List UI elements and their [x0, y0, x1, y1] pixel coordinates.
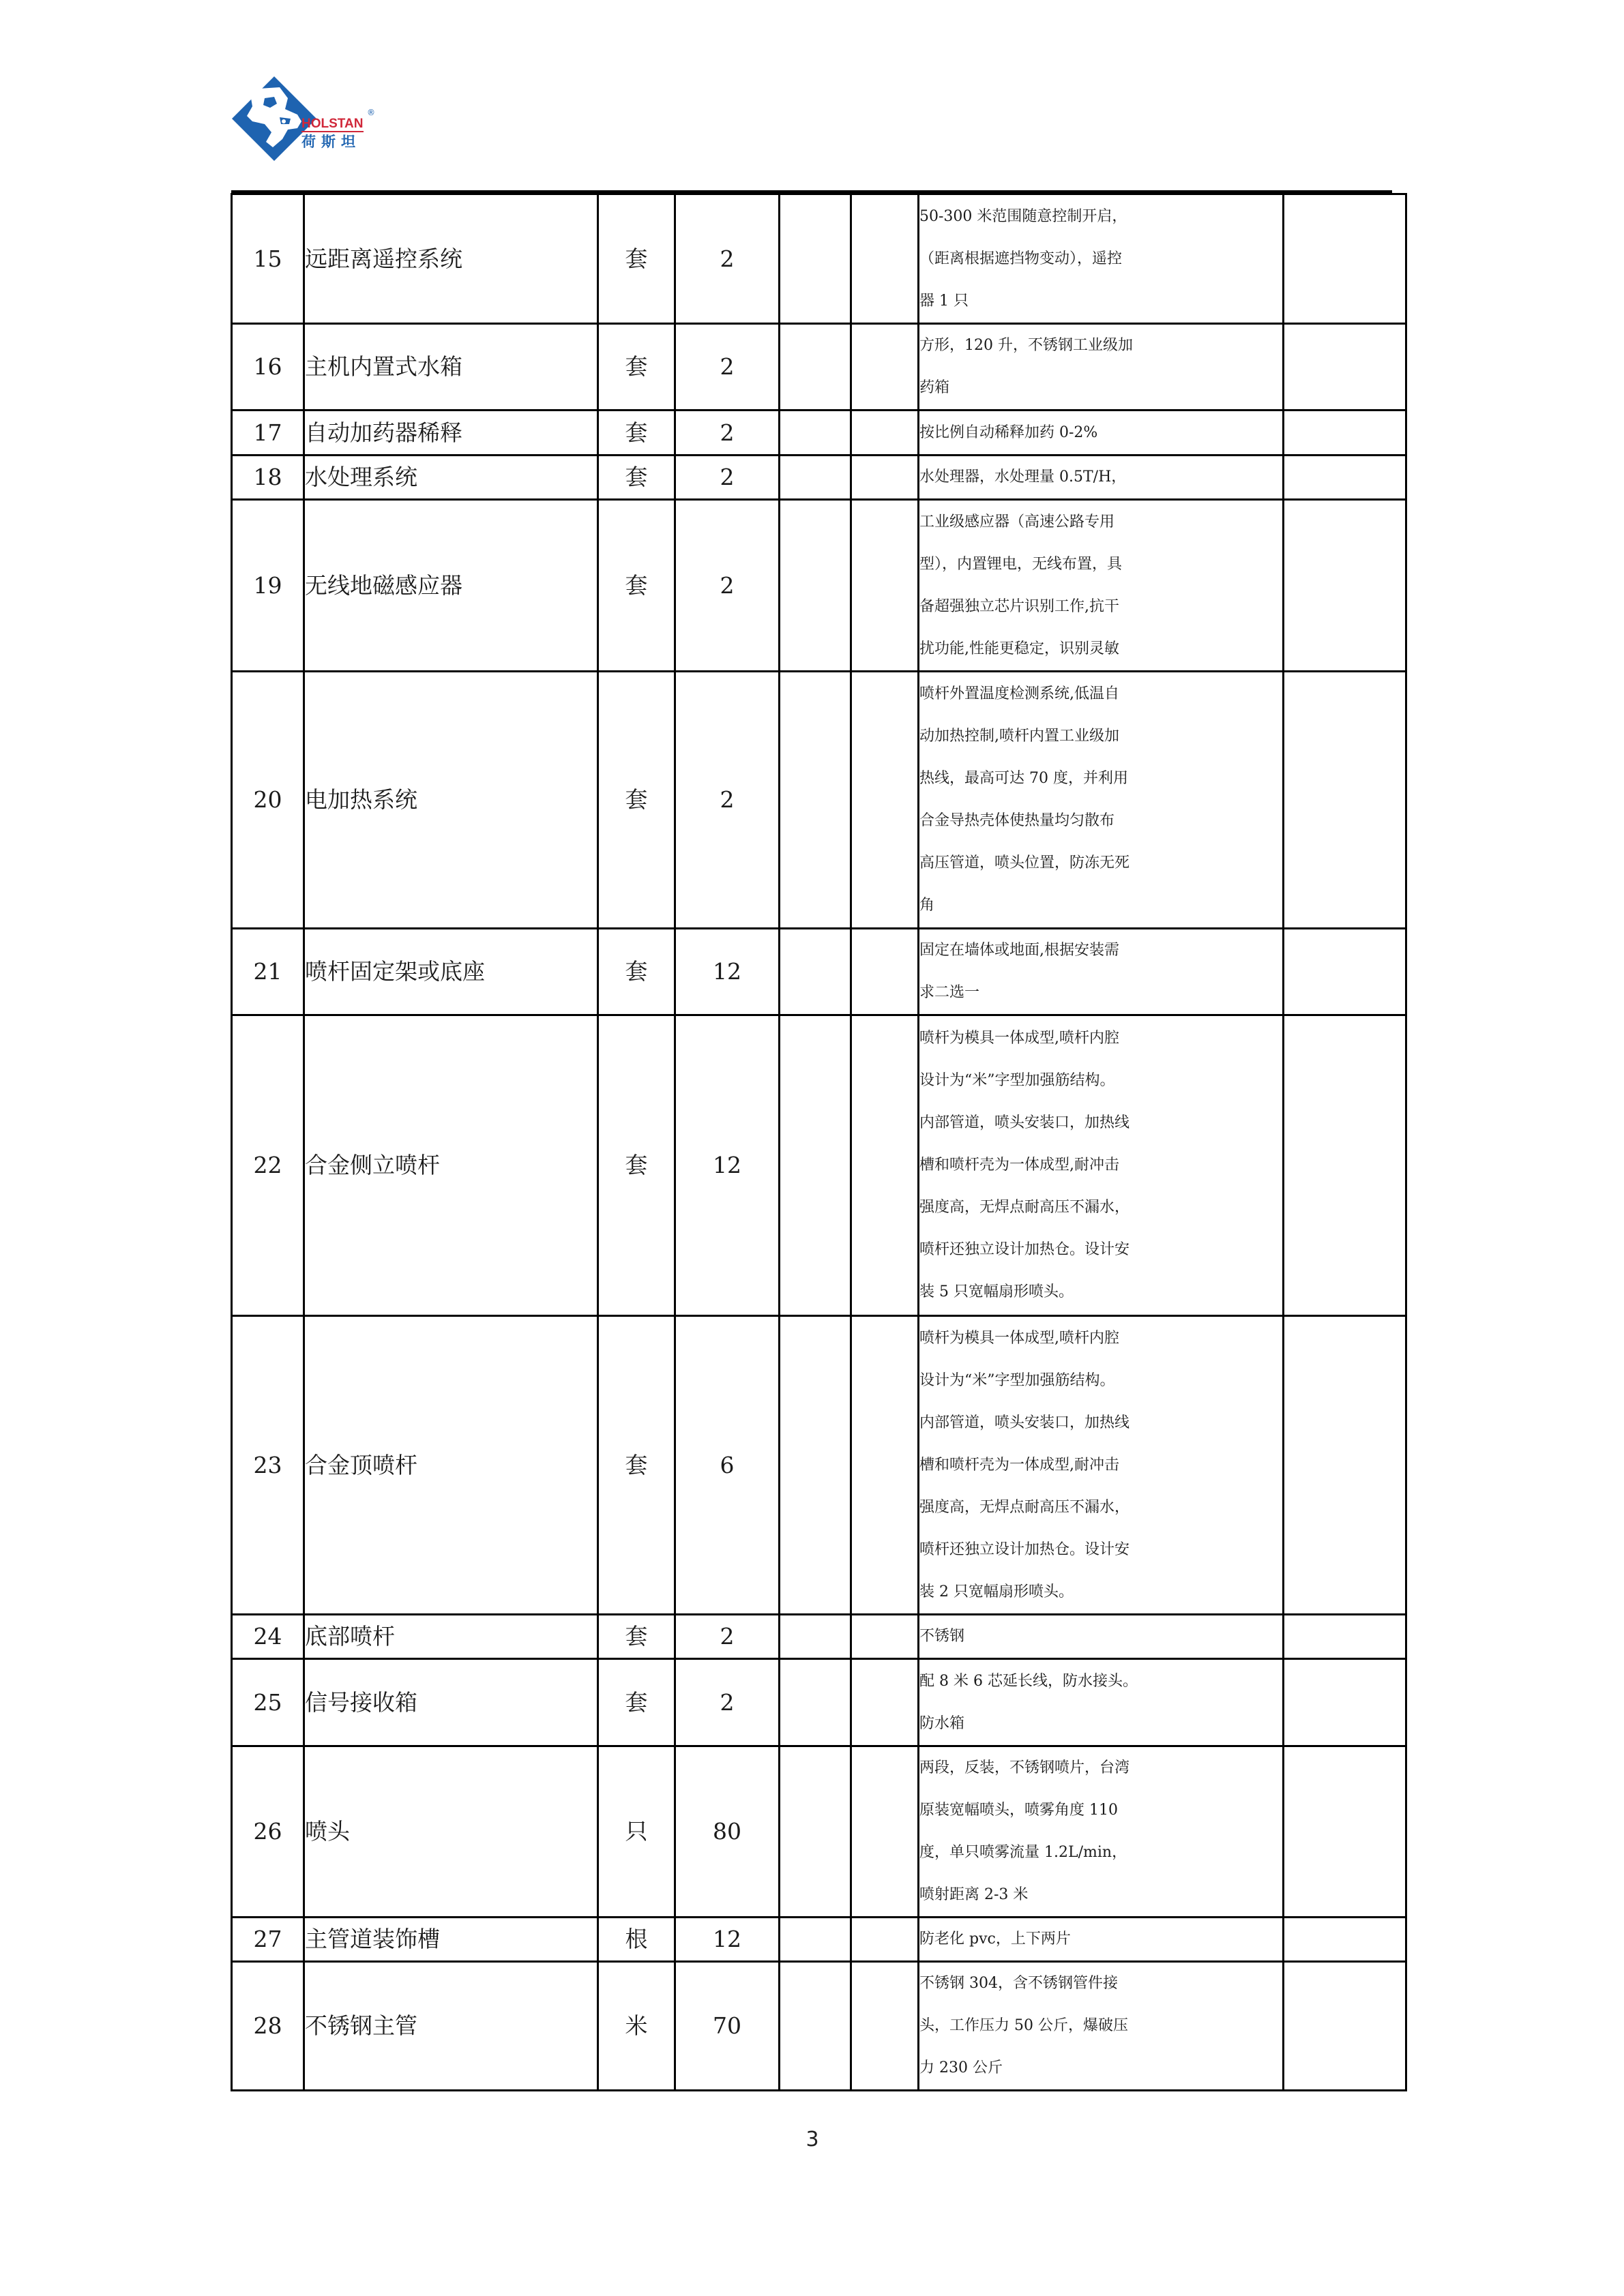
cell-remark	[1284, 1918, 1406, 1962]
cell-remark	[1284, 456, 1406, 500]
description-line: 设计为“米”字型加强筋结构。	[919, 1371, 1115, 1389]
cell-item-name: 水处理系统	[304, 456, 598, 500]
cell-item-number: 23	[232, 1316, 304, 1615]
cell-item-number: 16	[232, 324, 304, 411]
cell-quantity: 2	[675, 500, 780, 672]
cell-item-name: 喷头	[304, 1746, 598, 1918]
cell-unit: 根	[598, 1918, 675, 1962]
cell-quantity: 2	[675, 1659, 780, 1746]
description-line: 动加热控制,喷杆内置工业级加	[919, 728, 1119, 745]
description-line: 固定在墙体或地面,根据安装需	[919, 942, 1119, 959]
cell-blank-1	[780, 1962, 851, 2091]
cell-remark	[1284, 324, 1406, 411]
equipment-spec-table	[231, 193, 1407, 2091]
cell-blank-2	[851, 1615, 919, 1659]
description-line: 角	[919, 897, 935, 914]
description-line: 喷杆外置温度检测系统,低温自	[919, 685, 1119, 702]
cell-blank-2	[851, 324, 919, 411]
cell-description	[919, 1015, 1284, 1316]
cell-description	[919, 1615, 1284, 1659]
cell-item-name: 主管道装饰槽	[304, 1918, 598, 1962]
cell-remark	[1284, 1316, 1406, 1615]
cell-item-number: 22	[232, 1015, 304, 1316]
cell-blank-1	[780, 1918, 851, 1962]
cell-unit: 米	[598, 1962, 675, 2091]
description-line: 50-300 米范围随意控制开启，	[919, 207, 1127, 225]
cell-description	[919, 500, 1284, 672]
table-row	[232, 929, 1406, 1015]
description-line: 度，单只喷雾流量 1.2L/min，	[919, 1844, 1127, 1861]
description-line: 设计为“米”字型加强筋结构。	[919, 1072, 1115, 1089]
cell-unit: 套	[598, 672, 675, 929]
cell-blank-2	[851, 456, 919, 500]
cell-blank-2	[851, 1015, 919, 1316]
cell-remark	[1284, 1746, 1406, 1918]
cell-quantity: 2	[675, 411, 780, 456]
description-line: 内部管道，喷头安装口，加热线	[919, 1114, 1130, 1131]
cell-item-number: 18	[232, 456, 304, 500]
cell-item-name: 信号接收箱	[304, 1659, 598, 1746]
cell-quantity: 2	[675, 672, 780, 929]
cell-item-name: 合金侧立喷杆	[304, 1015, 598, 1316]
description-line: 喷射距离 2-3 米	[919, 1886, 1029, 1903]
cell-description	[919, 324, 1284, 411]
description-line: 槽和喷杆壳为一体成型,耐冲击	[919, 1157, 1119, 1174]
description-line: 强度高，无焊点耐高压不漏水，	[919, 1199, 1130, 1216]
description-line: 不锈钢 304，含不锈钢管件接	[919, 1975, 1118, 1992]
cell-blank-1	[780, 456, 851, 500]
cell-remark	[1284, 929, 1406, 1015]
description-line: 扰功能,性能更稳定，识别灵敏	[919, 640, 1119, 657]
description-line: 喷杆为模具一体成型,喷杆内腔	[919, 1030, 1119, 1047]
table-row	[232, 1615, 1406, 1659]
description-line: 备超强独立芯片识别工作,抗干	[919, 597, 1119, 615]
description-line: 求二选一	[919, 984, 980, 1001]
cell-remark	[1284, 194, 1406, 324]
cell-item-number: 15	[232, 194, 304, 324]
cell-quantity: 6	[675, 1316, 780, 1615]
cell-unit: 套	[598, 1316, 675, 1615]
cell-blank-1	[780, 1659, 851, 1746]
cell-remark	[1284, 500, 1406, 672]
cell-blank-2	[851, 1962, 919, 2091]
cell-quantity: 2	[675, 1615, 780, 1659]
description-line: 喷杆还独立设计加热仓。设计安	[919, 1241, 1130, 1258]
description-line: 原装宽幅喷头，喷雾角度 110	[919, 1802, 1118, 1819]
description-line: 力 230 公斤	[919, 2059, 1003, 2076]
cell-unit: 套	[598, 324, 675, 411]
cell-item-number: 20	[232, 672, 304, 929]
table-row	[232, 456, 1406, 500]
cell-blank-1	[780, 194, 851, 324]
table-row	[232, 1746, 1406, 1918]
cell-blank-1	[780, 324, 851, 411]
description-line: 配 8 米 6 芯延长线，防水接头。	[919, 1672, 1138, 1690]
cell-blank-2	[851, 500, 919, 672]
cell-blank-2	[851, 194, 919, 324]
cell-quantity: 12	[675, 1918, 780, 1962]
cell-unit: 套	[598, 456, 675, 500]
cell-blank-1	[780, 1615, 851, 1659]
cell-item-number: 26	[232, 1746, 304, 1918]
cell-blank-2	[851, 411, 919, 456]
table-row	[232, 1015, 1406, 1316]
cell-unit: 套	[598, 411, 675, 456]
description-line: 强度高，无焊点耐高压不漏水，	[919, 1498, 1130, 1516]
cell-remark	[1284, 1615, 1406, 1659]
description-line: 头，工作压力 50 公斤，爆破压	[919, 2017, 1128, 2034]
description-line: 喷杆还独立设计加热仓。设计安	[919, 1540, 1130, 1558]
cell-item-name: 远距离遥控系统	[304, 194, 598, 324]
cell-unit: 套	[598, 194, 675, 324]
cell-remark	[1284, 411, 1406, 456]
cell-item-name: 无线地磁感应器	[304, 500, 598, 672]
cell-blank-1	[780, 1746, 851, 1918]
cell-item-name: 主机内置式水箱	[304, 324, 598, 411]
cell-remark	[1284, 1015, 1406, 1316]
cell-description	[919, 929, 1284, 1015]
cell-quantity: 70	[675, 1962, 780, 2091]
cell-remark	[1284, 672, 1406, 929]
logo-text-en: HOLSTAN	[301, 117, 364, 131]
cell-unit: 套	[598, 1659, 675, 1746]
description-line: 不锈钢	[919, 1628, 965, 1645]
description-line: （距离根据遮挡物变动），遥控	[919, 250, 1123, 267]
cell-description	[919, 1316, 1284, 1615]
cell-item-number: 28	[232, 1962, 304, 2091]
table-row	[232, 500, 1406, 672]
cell-blank-1	[780, 1316, 851, 1615]
cell-blank-1	[780, 500, 851, 672]
cell-blank-1	[780, 672, 851, 929]
table-row	[232, 672, 1406, 929]
cell-remark	[1284, 1659, 1406, 1746]
cell-quantity: 2	[675, 324, 780, 411]
cell-quantity: 2	[675, 194, 780, 324]
cell-quantity: 2	[675, 456, 780, 500]
table-row	[232, 1316, 1406, 1615]
cell-description	[919, 1918, 1284, 1962]
description-line: 槽和喷杆壳为一体成型,耐冲击	[919, 1456, 1119, 1474]
table-row	[232, 194, 1406, 324]
cell-item-number: 24	[232, 1615, 304, 1659]
description-line: 内部管道，喷头安装口，加热线	[919, 1414, 1130, 1431]
cell-blank-1	[780, 411, 851, 456]
registered-mark: ®	[367, 108, 375, 117]
description-line: 药箱	[919, 379, 950, 396]
cell-item-name: 底部喷杆	[304, 1615, 598, 1659]
cell-item-name: 合金顶喷杆	[304, 1316, 598, 1615]
description-line: 热线，最高可达 70 度，并利用	[919, 770, 1128, 787]
table-row	[232, 1659, 1406, 1746]
cell-blank-1	[780, 1015, 851, 1316]
table-row	[232, 1962, 1406, 2091]
description-line: 装 5 只宽幅扇形喷头。	[919, 1283, 1074, 1300]
description-line: 两段，反装，不锈钢喷片，台湾	[919, 1759, 1130, 1776]
table-row	[232, 411, 1406, 456]
cell-item-name: 喷杆固定架或底座	[304, 929, 598, 1015]
logo-text-cn: 荷斯坦	[301, 134, 361, 150]
description-line: 装 2 只宽幅扇形喷头。	[919, 1583, 1074, 1600]
cell-item-name: 电加热系统	[304, 672, 598, 929]
cell-description	[919, 672, 1284, 929]
cell-unit: 只	[598, 1746, 675, 1918]
description-line: 水处理器，水处理量 0.5T/H，	[919, 468, 1127, 486]
description-line: 器 1 只	[919, 292, 969, 310]
description-line: 高压管道，喷头位置，防冻无死	[919, 854, 1130, 871]
cell-unit: 套	[598, 500, 675, 672]
cell-quantity: 80	[675, 1746, 780, 1918]
cell-quantity: 12	[675, 1015, 780, 1316]
table-row	[232, 1918, 1406, 1962]
page-number: 3	[806, 2128, 819, 2151]
description-line: 按比例自动稀释加药 0-2%	[919, 423, 1098, 441]
cell-item-number: 21	[232, 929, 304, 1015]
description-line: 合金导热壳体使热量均匀散布	[919, 812, 1115, 829]
cell-blank-1	[780, 929, 851, 1015]
cell-item-name: 自动加药器稀释	[304, 411, 598, 456]
cell-unit: 套	[598, 929, 675, 1015]
cell-blank-2	[851, 672, 919, 929]
cell-blank-2	[851, 929, 919, 1015]
description-line: 方形，120 升，不锈钢工业级加	[919, 337, 1133, 354]
table-row	[232, 324, 1406, 411]
description-line: 喷杆为模具一体成型,喷杆内腔	[919, 1329, 1119, 1347]
cell-description	[919, 1659, 1284, 1746]
cell-item-number: 25	[232, 1659, 304, 1746]
description-line: 防水箱	[919, 1714, 965, 1732]
cell-quantity: 12	[675, 929, 780, 1015]
cell-item-number: 19	[232, 500, 304, 672]
cell-blank-2	[851, 1316, 919, 1615]
description-line: 型），内置锂电，无线布置，具	[919, 555, 1123, 573]
cell-unit: 套	[598, 1015, 675, 1316]
cell-description	[919, 1962, 1284, 2091]
cell-description	[919, 411, 1284, 456]
table-body	[232, 194, 1406, 2091]
cell-description	[919, 194, 1284, 324]
cell-description	[919, 456, 1284, 500]
cell-item-name: 不锈钢主管	[304, 1962, 598, 2091]
cell-item-number: 17	[232, 411, 304, 456]
description-line: 工业级感应器（高速公路专用	[919, 513, 1115, 531]
cell-blank-2	[851, 1918, 919, 1962]
cell-remark	[1284, 1962, 1406, 2091]
description-line: 防老化 pvc，上下两片	[919, 1930, 1071, 1948]
company-logo	[232, 74, 389, 164]
cell-description	[919, 1746, 1284, 1918]
cell-item-number: 27	[232, 1918, 304, 1962]
cell-blank-2	[851, 1659, 919, 1746]
cell-blank-2	[851, 1746, 919, 1918]
cell-unit: 套	[598, 1615, 675, 1659]
